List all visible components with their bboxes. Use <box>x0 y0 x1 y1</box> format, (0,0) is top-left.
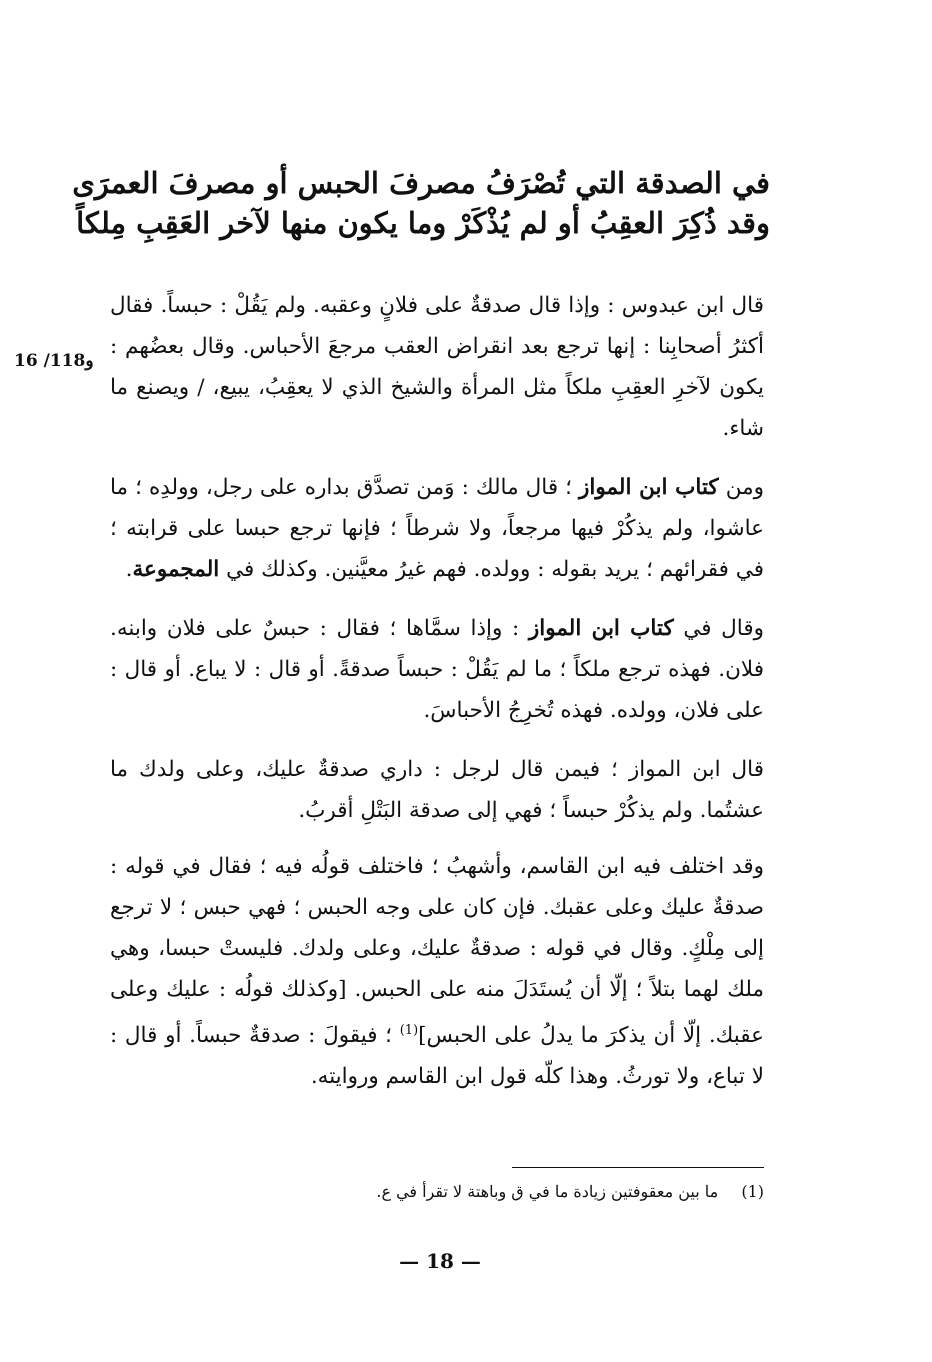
page-number: — 18 — <box>399 1249 481 1273</box>
book-title-ibn-al-mawwaz: كتاب ابن المواز <box>579 474 719 500</box>
paragraph-2-text-c: ؛ قال مالك : وَمن تصدَّق بداره على رجل، وولدِه ؛ ما عاشوا، ولم يذكُرْ فيها مرجعاً، ولا شرطاً ؛ فإنها ترجع حبسا على قرابته ؛ في فقرائهم ؛ يريد بقوله : وولده. فهم غيرُ معيَّنين. وكذلك في <box>110 474 764 582</box>
paragraph-2 <box>110 467 764 590</box>
paragraph-5 <box>110 846 764 1097</box>
footnote-divider <box>512 1167 764 1168</box>
paragraph-5-text-a: وقد اختلف فيه ابن القاسم، وأشهبُ ؛ فاختلف قولُه فيه ؛ فقال في قوله : صدقةٌ عليك وعلى عقبك. فإن كان على وجه الحبس ؛ فهي حبس ؛ لا ترجع إلى مِلْكٍ. وقال في قوله : صدقةٌ عليك، وعلى ولدك. فليستْ حبسا، وهي ملك لهما بتلاً ؛ إلّا أن يُستَدَلَ منه على الحبس. [وكذلك قولُه : عليك وعلى عقبك. إلّا أن يذكرَ ما يدلُ على الحبس] <box>110 853 764 1048</box>
manuscript-folio-reference: ﻭ118/ 16 <box>14 351 94 371</box>
footnote-reference: (1) <box>399 1022 419 1038</box>
footnote-number: (1) <box>741 1182 764 1201</box>
footnote <box>300 1178 764 1206</box>
paragraph-2-text-a: ومن <box>718 474 764 500</box>
paragraph-3 <box>110 608 764 731</box>
book-title-al-majmuah: المجموعة <box>132 556 220 582</box>
heading-line-1: في الصدقة التي تُصْرَفُ مصرفَ الحبس أو مصرفَ العمرَى <box>72 166 770 200</box>
paragraph-2-text-e: . <box>125 556 133 582</box>
paragraph-4: قال ابن المواز ؛ فيمن قال لرجل : داري صدقةٌ عليك، وعلى ولدك ما عشتُما. ولم يذكُرْ حبساً ؛ فهي إلى صدقة البَتْلِ أقربُ. <box>110 756 764 823</box>
footnote-text: ما بين معقوفتين زيادة ما في ق وباهتة لا تقرأ في ع. <box>376 1182 719 1201</box>
heading-line-2: وقد ذُكِرَ العقِبُ أو لم يُذْكَرْ وما يكون منها لآخر العَقِبِ مِلكاً <box>76 206 770 240</box>
book-title-ibn-al-mawwaz-2: كتاب ابن المواز <box>528 615 674 641</box>
paragraph-3-text-a: وقال في <box>673 615 764 641</box>
paragraph-5-text-b: ؛ فيقولَ : صدقةٌ حبساً. أو قال : لا تباع، ولا تورثُ. وهذا كلّه قول ابن القاسم وروايته. <box>110 1022 764 1089</box>
paragraph-1: قال ابن عبدوس : وإذا قال صدقةٌ على فلانٍ وعقبه. ولم يَقُلْ : حبساً. فقال أكثرُ أصحابِنا : إنها ترجع بعد انقراض العقب مرجعَ الأحباس. وقال بعضُهم : يكون لآخرِ العقِبِ ملكاً مثل المرأة والشيخ الذي لا يعقِبُ، يبيع، / ويصنع ما شاء. <box>110 292 764 441</box>
paragraph-3-text-c: : وإذا سمَّاها ؛ فقال : حبسٌ على فلان وابنه. فلان. فهذه ترجع ملكاً ؛ ما لم يَقُلْ : حبساً صدقةً. أو قال : لا يباع. أو قال : على فلان، وولده. فهذه تُخرِجُ الأحباسَ. <box>110 615 764 723</box>
